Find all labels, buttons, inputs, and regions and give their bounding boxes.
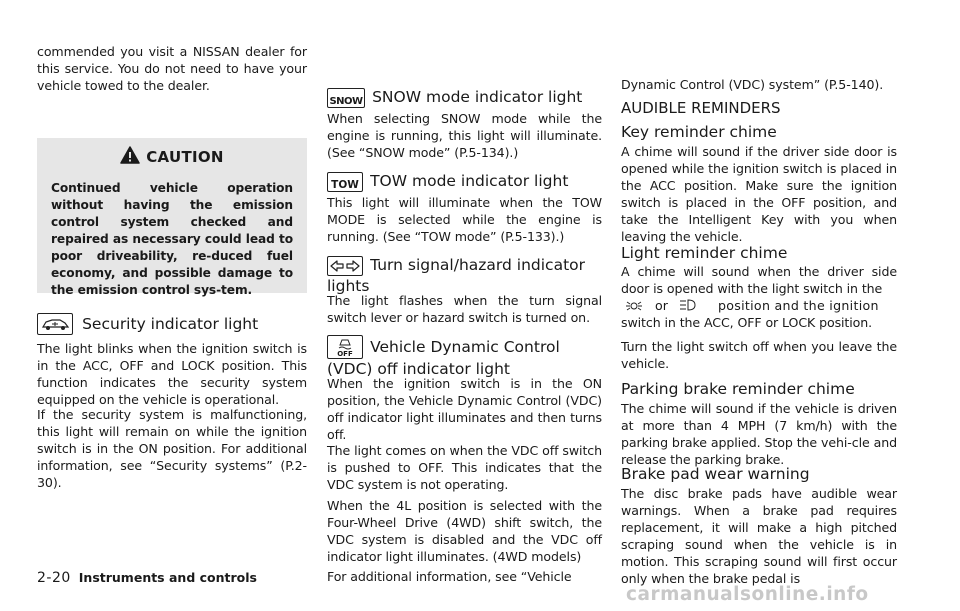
tow-heading-row [327, 171, 602, 192]
caution-text: Continued vehicle operation without having the emission control system checked and repaired as necessary could lead to poor driveability, re-duced fuel economy, and possible damage to the emission control sys-tem. [51, 181, 293, 297]
brake-pad-heading: Brake pad wear warning [621, 465, 810, 483]
light-reminder-paragraph-c: switch in the ACC, OFF or LOCK position. [621, 315, 873, 330]
snow-heading-row [327, 87, 602, 108]
parking-brake-paragraph: The chime will sound if the vehicle is driven at more than 4 MPH (7 km/h) with the parking brake applied. Stop the vehi-cle and release the parking brake. [621, 401, 897, 467]
vdc-off-icon: OFF [327, 335, 363, 359]
page-number: 2-20 [37, 570, 71, 586]
warning-icon [120, 146, 140, 168]
vdc-continuation: Dynamic Control (VDC) system” (P.5-140). [621, 77, 884, 92]
caution-title: CAUTION [146, 148, 224, 166]
vdc-paragraph-4: For additional information, see “Vehicle [327, 569, 572, 584]
light-reminder-paragraph-2: Turn the light switch off when you leave the vehicle. [621, 339, 897, 371]
key-reminder-paragraph: A chime will sound if the driver side door is opened while the ignition switch is placed in the ACC position. Make sure the ignition switch is placed in the OFF position, and take the Intelligent Key with you when leaving the vehicle. [621, 144, 897, 244]
turn-heading-block [327, 255, 602, 296]
snow-paragraph: When selecting SNOW mode while the engine is running, this light will illuminate. (See “SNOW mode” (P.5-134).) [327, 111, 602, 160]
turn-heading: Turn signal/hazard indicator lights [327, 256, 586, 295]
caution-box [37, 138, 307, 297]
intro-paragraph: commended you visit a NISSAN dealer for this service. You do not need to have your vehicle towed to the dealer. [37, 44, 307, 93]
light-reminder-heading: Light reminder chime [621, 244, 788, 262]
audible-reminders-heading: AUDIBLE REMINDERS [621, 99, 781, 117]
section-title: Instruments and controls [78, 570, 257, 585]
brake-pad-paragraph: The disc brake pads have audible wear warnings. When a brake pad requires replacement, it will make a high pitched scraping sound when the vehicle is in motion. This scraping sound will first occur only when the brake pedal is [621, 486, 897, 586]
security-heading-row [37, 313, 307, 335]
vdc-paragraph-2: The light comes on when the VDC off switch is pushed to OFF. This indicates that the VDC system is not operating. [327, 443, 602, 492]
turn-paragraph: The light flashes when the turn signal switch lever or hazard switch is turned on. [327, 293, 602, 325]
security-car-icon [37, 313, 73, 335]
watermark: carmanualsonline.info [626, 584, 869, 605]
tow-paragraph: This light will illuminate when the TOW MODE is selected while the engine is running. (See “TOW mode” (P.5-133).) [327, 195, 602, 244]
parking-brake-heading: Parking brake reminder chime [621, 380, 855, 398]
light-or-text: or [655, 298, 668, 313]
turn-signal-icon [327, 256, 363, 276]
tow-heading: TOW mode indicator light [370, 172, 569, 190]
vdc-heading: Vehicle Dynamic Control (VDC) off indicator light [327, 337, 560, 378]
page-footer [37, 570, 257, 586]
vdc-paragraph-1: When the ignition switch is in the ON position, the Vehicle Dynamic Control (VDC) off indicator light illuminates and then turns off. [327, 376, 602, 442]
tow-icon: TOW [327, 172, 363, 192]
light-reminder-icon-line [621, 297, 897, 315]
security-paragraph-1: The light blinks when the ignition switch is in the ACC, OFF and LOCK position. This function indicates the security system equipped on the vehicle is operational. [37, 341, 307, 407]
vdc-heading-block [327, 335, 602, 379]
vdc-paragraph-3: When the 4L position is selected with the Four-Wheel Drive (4WD) shift switch, the VDC system is disabled and the VDC off indicator light illuminates. (4WD models) [327, 498, 602, 564]
key-reminder-heading: Key reminder chime [621, 123, 777, 141]
security-heading: Security indicator light [82, 314, 259, 333]
parking-light-icon [625, 298, 645, 315]
light-reminder-paragraph-a: A chime will sound when the driver side door is opened with the light switch in the [621, 264, 897, 296]
snow-heading: SNOW mode indicator light [372, 88, 583, 106]
headlight-icon [678, 298, 704, 315]
snow-icon: SNOW [327, 88, 365, 108]
security-paragraph-2: If the security system is malfunctioning, this light will remain on while the ignition switch is in the ON position. For additional information, see “Security systems” (P.2-30). [37, 407, 307, 490]
light-reminder-paragraph-b: position and the ignition [717, 298, 879, 313]
